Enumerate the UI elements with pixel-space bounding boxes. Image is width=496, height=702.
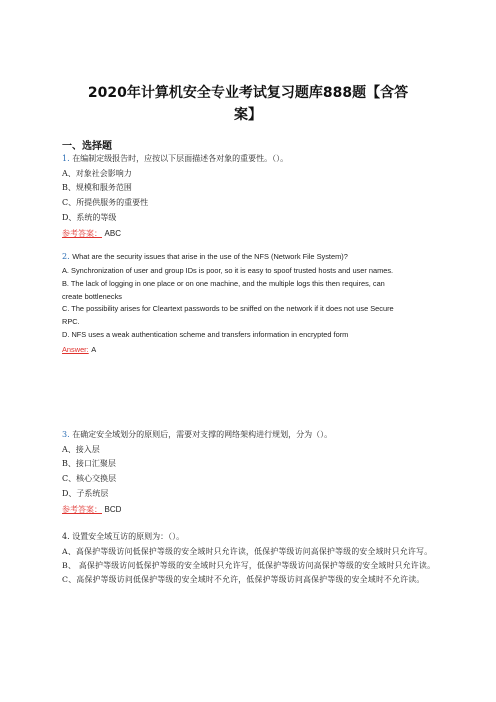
answer-label: Answer:	[62, 345, 89, 355]
question-number: 3.	[62, 430, 70, 439]
title-line-2: 案】	[234, 107, 262, 123]
question-stem	[62, 152, 436, 167]
answer-line	[62, 343, 436, 358]
option: D、系统的等级	[62, 212, 117, 222]
option: B、规模和服务范围	[62, 183, 132, 193]
document-title	[60, 82, 436, 126]
answer-line	[62, 227, 436, 242]
answer-value: ABC	[104, 228, 121, 238]
option: C、高保护等级访问低保护等级的安全域时不允许，低保护等级访问高保护等级的安全域时不允许读。	[62, 575, 425, 585]
question-stem	[62, 428, 436, 443]
answer-value: BCD	[104, 504, 122, 514]
option: D、子系统层	[62, 488, 109, 498]
question-2	[62, 250, 436, 358]
question-1	[62, 152, 436, 241]
option: A、对象社会影响力	[62, 168, 132, 178]
section-heading: 一、选择题	[62, 141, 112, 152]
question-text: 设置安全域互访的原则为：（）。	[72, 532, 185, 541]
question-stem	[62, 530, 436, 545]
answer-label: 参考答案：	[62, 228, 102, 238]
option: A、高保护等级访问低保护等级的安全域时只允许读，低保护等级访问高保护等级的安全域时只允许写。	[62, 546, 433, 556]
question-text: 在编制定级报告时，应按以下层面描述各对象的重要性。（）。	[72, 154, 289, 163]
question-number: 1.	[62, 154, 70, 163]
option: RPC.	[62, 317, 80, 327]
option: create bottlenecks	[62, 291, 122, 301]
option: D. NFS uses a weak authentication scheme and transfers information in encrypted form	[62, 330, 349, 340]
option: B、 高保护等级访问低保护等级的安全域时只允许写，低保护等级访问高保护等级的安全域时只允许读。	[62, 561, 436, 570]
question-text: What are the security issues that arise in the use of the NFS (Network File System)?	[72, 252, 348, 261]
question-number: 2.	[62, 252, 70, 261]
option: C、所提供服务的重要性	[62, 198, 149, 208]
question-4	[62, 530, 436, 588]
answer-value: A	[91, 345, 97, 355]
option: B. The lack of logging in one place or on one machine, and the multiple logs this then requires, can	[62, 278, 385, 288]
answer-line	[62, 503, 436, 518]
answer-label: 参考答案：	[62, 504, 102, 514]
question-stem	[62, 250, 436, 265]
option: A、接入层	[62, 444, 100, 454]
option: C、核心交换层	[62, 474, 117, 484]
question-number: 4.	[62, 532, 70, 541]
question-text: 在确定安全域划分的原则后，需要对支撑的网络架构进行规划，分为（）。	[72, 430, 333, 439]
option: C. The possibility arises for Cleartext passwords to be sniffed on the network if it does not use Secure	[62, 304, 394, 314]
title-line-1: 2020年计算机安全专业考试复习题库888题【含答	[87, 85, 409, 101]
option: A. Synchronization of user and group IDs is poor, so it is easy to spoof trusted hosts and user names.	[62, 265, 394, 275]
option: B、接口汇聚层	[62, 459, 116, 469]
question-3	[62, 428, 436, 517]
